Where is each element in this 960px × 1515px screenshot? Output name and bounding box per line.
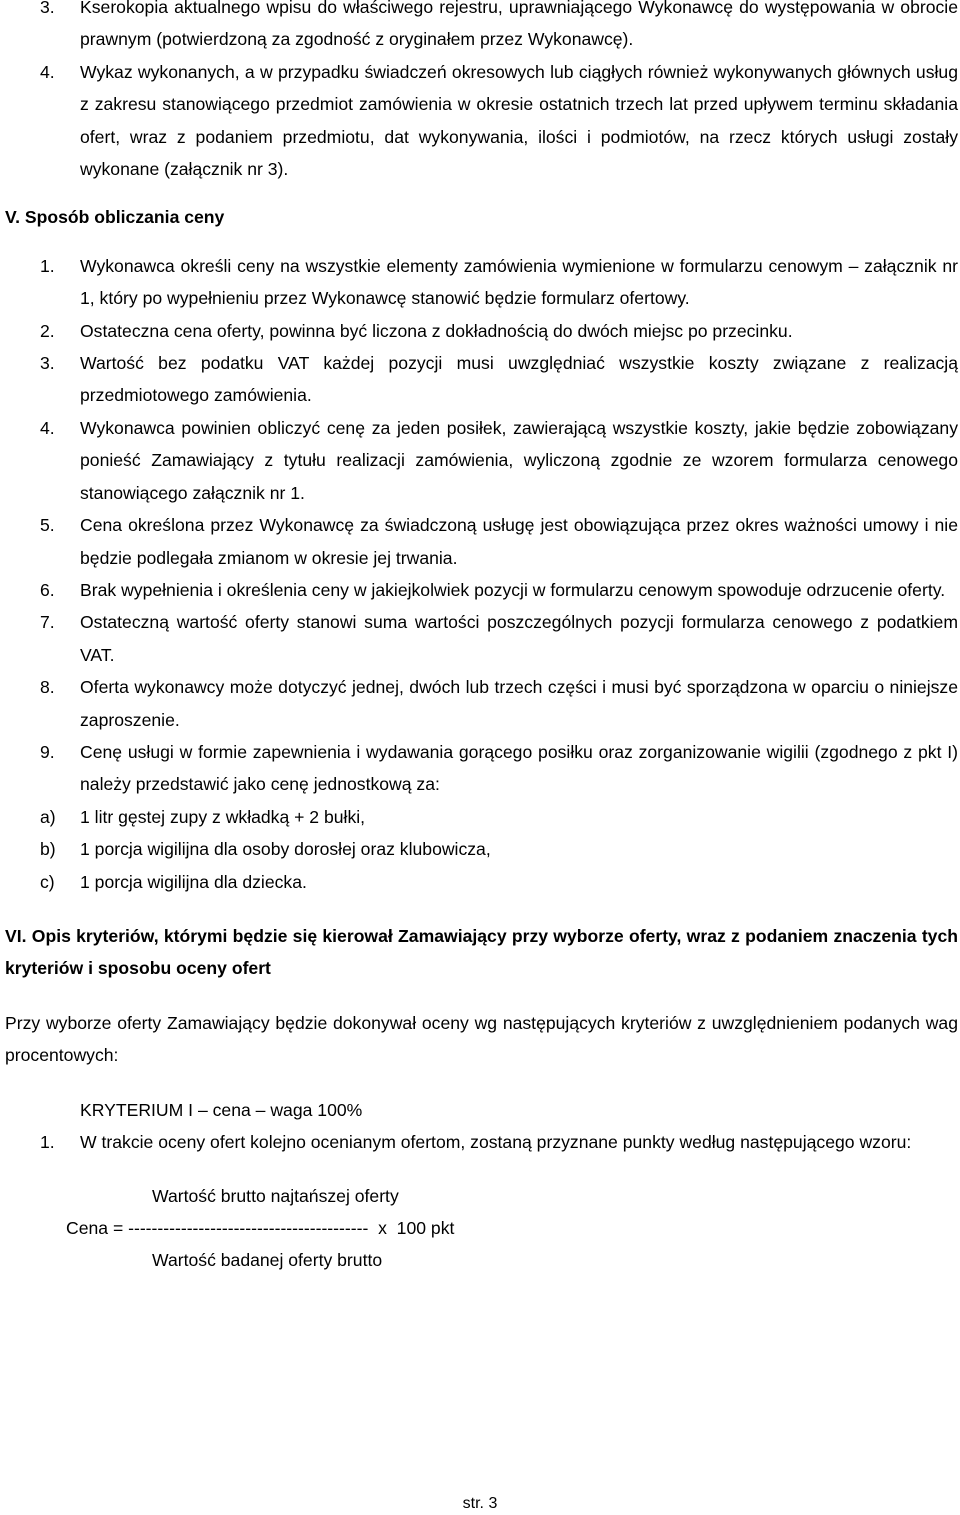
criteria-paragraph: Przy wyborze oferty Zamawiający będzie dokonywał oceny wg następujących kryteriów z uwzględnieniem podanych wag procentowych: — [5, 1012, 958, 1066]
item-text: Cenę usługi w formie zapewnienia i wydawania gorącego posiłku oraz zorganizowanie wigilii (zgodnego z pkt I) należy przedstawić jako cenę jednostkową za: — [80, 741, 958, 795]
page-number: str. 3 — [462, 1495, 498, 1512]
list-item — [0, 1126, 958, 1158]
item-text: Ostateczną wartość oferty stanowi suma wartości poszczególnych pozycji formularza cenowego z podatkiem VAT. — [80, 612, 958, 665]
sub-list-item — [0, 866, 958, 898]
item-text: 1 porcja wigilijna dla dziecka. — [80, 871, 307, 892]
list-item — [0, 574, 958, 606]
formula-numerator: Wartość brutto najtańszej oferty — [152, 1186, 399, 1207]
item-number: 1. — [40, 255, 55, 276]
item-text: Wykaz wykonanych, a w przypadku świadczeń okresowych lub ciągłych również wykonywanych głównych usług z zakresu stanowiącego przedmiot zamówienia w okresie ostatnich trzech lat przed upływem terminu składania ofert, wraz z podaniem przedmiotu, dat wykonywania, ilości i podmiotów, na rzecz których usługi zostały wykonane (załącznik nr 3). — [80, 61, 958, 180]
sub-list-item — [0, 833, 958, 865]
list-item — [0, 606, 958, 671]
item-number: 1. — [40, 1132, 55, 1152]
list-item — [0, 671, 958, 736]
formula-line: Cena = ----------------------------------------- x 100 pkt — [66, 1218, 455, 1239]
item-number: 2. — [40, 320, 55, 341]
item-letter: b) — [40, 839, 56, 860]
item-text: W trakcie oceny ofert kolejno ocenianym ofertom, zostaną przyznane punkty według następującego wzoru: — [80, 1132, 912, 1152]
item-number: 8. — [40, 677, 55, 698]
list-item — [0, 250, 958, 315]
item-number: 7. — [40, 612, 55, 633]
item-text: Kserokopia aktualnego wpisu do właściwego rejestru, uprawniającego Wykonawcę do występowania w obrocie prawnym (potwierdzoną za zgodność z oryginałem przez Wykonawcę). — [80, 0, 958, 50]
item-text: Oferta wykonawcy może dotyczyć jednej, dwóch lub trzech części i musi być sporządzona w oparciu o niniejsze zaproszenie. — [80, 677, 958, 730]
list-item — [0, 0, 958, 56]
item-number: 4. — [40, 61, 55, 82]
item-text: Brak wypełnienia i określenia ceny w jakiejkolwiek pozycji w formularzu cenowym spowoduje odrzucenie oferty. — [80, 579, 946, 600]
item-number: 3. — [40, 0, 55, 17]
list-item — [0, 347, 958, 412]
item-number: 4. — [40, 417, 55, 438]
list-item — [0, 509, 958, 574]
section-vi-heading: VI. Opis kryteriów, którymi będzie się kierował Zamawiający przy wyborze oferty, wraz z podaniem znaczenia tych kryteriów i sposobu oceny ofert — [5, 925, 958, 979]
item-text: Wykonawca określi ceny na wszystkie elementy zamówienia wymienione w formularzu cenowym – załącznik nr 1, który po wypełnieniu przez Wykonawcę stanowić będzie formularz ofertowy. — [80, 255, 958, 309]
list-item — [0, 56, 958, 186]
list-item — [0, 315, 958, 347]
item-number: 9. — [40, 741, 55, 762]
section-v-heading: V. Sposób obliczania ceny — [5, 207, 225, 228]
item-letter: a) — [40, 806, 56, 827]
item-text: 1 porcja wigilijna dla osoby dorosłej oraz klubowicza, — [80, 839, 491, 860]
list-item — [0, 412, 958, 509]
price-formula — [0, 1180, 958, 1280]
formula-denominator: Wartość badanej oferty brutto — [152, 1250, 383, 1271]
item-text: Wartość bez podatku VAT każdej pozycji musi uwzględniać wszystkie koszty związane z realizacją przedmiotowego zamówienia. — [80, 353, 958, 406]
item-number: 6. — [40, 579, 55, 600]
item-text: Ostateczna cena oferty, powinna być liczona z dokładnością do dwóch miejsc po przecinku. — [80, 320, 793, 341]
item-number: 5. — [40, 515, 55, 536]
item-letter: c) — [40, 871, 55, 892]
item-text: Wykonawca powinien obliczyć cenę za jeden posiłek, zawierającą wszystkie koszty, jakie będzie zobowiązany ponieść Zamawiający z tytułu realizacji zamówienia, wyliczoną zgodnie ze wzorem formularza cenowego stanowiącego załącznik nr 1. — [80, 417, 958, 503]
item-number: 3. — [40, 353, 55, 374]
sub-list-item — [0, 801, 958, 833]
item-text: 1 litr gęstej zupy z wkładką + 2 bułki, — [80, 806, 366, 827]
criterion-label: KRYTERIUM I – cena – waga 100% — [80, 1099, 363, 1120]
list-item — [0, 736, 958, 801]
item-text: Cena określona przez Wykonawcę za świadczoną usługę jest obowiązująca przez okres ważności umowy i nie będzie podlegała zmianom w okresie jej trwania. — [80, 515, 958, 568]
